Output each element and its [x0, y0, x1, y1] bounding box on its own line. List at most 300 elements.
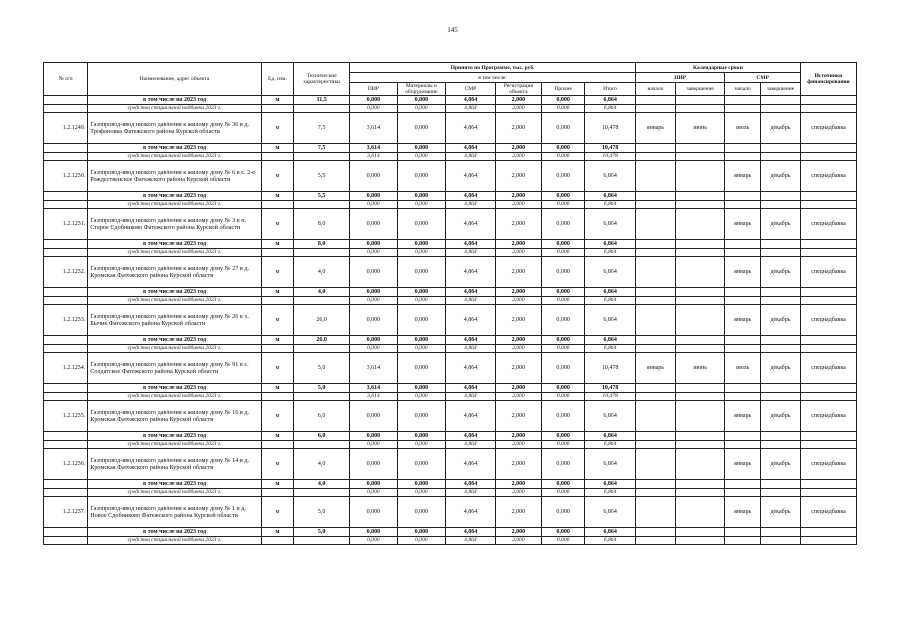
header-unit: Ед. изм.	[261, 63, 293, 96]
cell-empty	[635, 489, 675, 497]
cell-tech: 8,0	[294, 209, 350, 240]
cell-reg: 2,000	[495, 449, 541, 480]
cell-unit: м	[261, 497, 293, 528]
table-row-object	[44, 209, 857, 240]
cell-empty	[675, 384, 725, 393]
cell-tot: 6,864	[585, 537, 636, 545]
cell-reg: 2,000	[495, 257, 541, 288]
cell-empty	[800, 528, 856, 537]
cell-empty	[675, 528, 725, 537]
cell-mat: 0,000	[397, 105, 446, 113]
cell-smr: 4,864	[446, 113, 496, 144]
cell-source: спецнадбавка	[800, 497, 856, 528]
cell-tech: 5,0	[294, 384, 350, 393]
cell-empty	[761, 96, 801, 105]
cell-num	[44, 288, 88, 297]
cell-reg: 2,000	[495, 288, 541, 297]
cell-tot: 10,478	[585, 393, 636, 401]
cell-empty	[725, 288, 761, 297]
cell-tech	[294, 441, 350, 449]
cell-pir: 3,614	[350, 384, 397, 393]
table-row-object	[44, 353, 857, 384]
cell-mat: 0,000	[397, 240, 446, 249]
cell-label: в том числе на 2023 год	[88, 192, 262, 201]
header-pir-start: начало	[635, 83, 675, 96]
header-tech: Технические характеристики	[294, 63, 350, 96]
table-row-special	[44, 153, 857, 161]
table-row-special	[44, 489, 857, 497]
header-other: Прочие	[542, 83, 585, 96]
cell-empty	[635, 297, 675, 305]
cell-tech: 6,0	[294, 401, 350, 432]
cell-empty	[725, 297, 761, 305]
cell-empty	[761, 240, 801, 249]
cell-pir-end	[675, 257, 725, 288]
cell-smr: 4,864	[446, 105, 496, 113]
cell-pir-end	[675, 161, 725, 192]
cell-tot: 6,864	[585, 489, 636, 497]
cell-label: в том числе на 2023 год	[88, 96, 262, 105]
table-row-special	[44, 249, 857, 257]
cell-name: Газопровод-ввод низкого давления к жилому дому № 6 в с. 2-е Рождественское Фатежского района Курской области	[88, 161, 262, 192]
cell-tech: 5,0	[294, 353, 350, 384]
table-row-incl-2023	[44, 192, 857, 201]
cell-oth: 0,000	[542, 161, 585, 192]
cell-empty	[675, 201, 725, 209]
cell-empty	[725, 480, 761, 489]
header-registration: Регистрация объекта	[495, 83, 541, 96]
header-pir-finish: завершение	[675, 83, 725, 96]
cell-empty	[800, 297, 856, 305]
cell-unit: м	[261, 384, 293, 393]
cell-smr: 4,864	[446, 480, 496, 489]
cell-oth: 0,000	[542, 249, 585, 257]
table-row-special	[44, 537, 857, 545]
table-row-object	[44, 113, 857, 144]
cell-id: 1.2.1254.	[44, 353, 88, 384]
cell-smr: 4,864	[446, 401, 496, 432]
header-calendar: Календарные сроки	[635, 63, 800, 73]
cell-pir: 0,000	[350, 345, 397, 353]
cell-smr-start: январь	[725, 161, 761, 192]
cell-tech: 26,0	[294, 305, 350, 336]
cell-pir-end	[675, 497, 725, 528]
cell-empty	[761, 105, 801, 113]
cell-tech	[294, 249, 350, 257]
cell-num	[44, 297, 88, 305]
cell-smr: 4,864	[446, 449, 496, 480]
cell-tech: 4,0	[294, 257, 350, 288]
cell-mat: 0,000	[397, 353, 446, 384]
cell-empty	[725, 192, 761, 201]
cell-empty	[800, 393, 856, 401]
cell-unit: м	[261, 209, 293, 240]
cell-empty	[635, 384, 675, 393]
cell-pir: 0,000	[350, 96, 397, 105]
cell-oth: 0,000	[542, 96, 585, 105]
table-row-incl-2023	[44, 432, 857, 441]
cell-mat: 0,000	[397, 449, 446, 480]
cell-id: 1.2.1249.	[44, 113, 88, 144]
cell-mat: 0,000	[397, 537, 446, 545]
cell-smr: 4,864	[446, 305, 496, 336]
cell-pir: 3,614	[350, 144, 397, 153]
cell-empty	[675, 288, 725, 297]
cell-mat: 0,000	[397, 384, 446, 393]
cell-smr: 4,864	[446, 497, 496, 528]
cell-oth: 0,000	[542, 345, 585, 353]
cell-unit: м	[261, 401, 293, 432]
cell-empty	[761, 336, 801, 345]
cell-empty	[635, 528, 675, 537]
cell-tot: 10,478	[585, 353, 636, 384]
cell-empty	[635, 336, 675, 345]
cell-pir-end	[675, 209, 725, 240]
cell-empty	[725, 384, 761, 393]
cell-empty	[675, 144, 725, 153]
cell-pir: 0,000	[350, 432, 397, 441]
cell-mat: 0,000	[397, 249, 446, 257]
cell-mat: 0,000	[397, 441, 446, 449]
cell-pir-start	[635, 401, 675, 432]
cell-smr: 4,864	[446, 240, 496, 249]
cell-empty	[800, 201, 856, 209]
cell-mat: 0,000	[397, 288, 446, 297]
header-total: Итого	[585, 83, 636, 96]
cell-tech	[294, 489, 350, 497]
cell-reg: 2,000	[495, 161, 541, 192]
table-row-object	[44, 161, 857, 192]
cell-reg: 2,000	[495, 201, 541, 209]
cell-empty	[761, 192, 801, 201]
cell-oth: 0,000	[542, 353, 585, 384]
cell-num	[44, 528, 88, 537]
cell-num	[44, 201, 88, 209]
cell-oth: 0,000	[542, 201, 585, 209]
cell-tech: 11,5	[294, 96, 350, 105]
cell-reg: 2,000	[495, 393, 541, 401]
cell-empty	[725, 201, 761, 209]
cell-name: Газопровод-ввод низкого давления к жилому дому № 3 в п. Старое Сдобниково Фатежского района Курской области	[88, 209, 262, 240]
cell-num	[44, 249, 88, 257]
cell-mat: 0,000	[397, 297, 446, 305]
cell-pir-start	[635, 497, 675, 528]
cell-tot: 6,864	[585, 480, 636, 489]
cell-tech: 5,0	[294, 497, 350, 528]
cell-empty	[761, 480, 801, 489]
cell-empty	[800, 240, 856, 249]
cell-tot: 10,478	[585, 384, 636, 393]
cell-pir: 0,000	[350, 537, 397, 545]
cell-empty	[635, 105, 675, 113]
cell-unit: м	[261, 480, 293, 489]
cell-oth: 0,000	[542, 432, 585, 441]
cell-empty	[761, 345, 801, 353]
cell-pir: 0,000	[350, 401, 397, 432]
cell-num	[44, 384, 88, 393]
cell-label: в том числе на 2023 год	[88, 288, 262, 297]
cell-pir: 0,000	[350, 528, 397, 537]
cell-smr-start: июль	[725, 113, 761, 144]
cell-tech	[294, 345, 350, 353]
cell-smr: 4,864	[446, 249, 496, 257]
cell-source: спецнадбавка	[800, 257, 856, 288]
cell-empty	[761, 153, 801, 161]
cell-oth: 0,000	[542, 105, 585, 113]
cell-name: Газопровод-ввод низкого давления к жилому дому № 91 в с. Солдатское Фатежского района Курской области	[88, 353, 262, 384]
table-row-incl-2023	[44, 288, 857, 297]
cell-oth: 0,000	[542, 537, 585, 545]
cell-tot: 10,478	[585, 113, 636, 144]
cell-name: Газопровод-ввод низкого давления к жилому дому № 1 в д. Новое Сдобниково Фатежского района Курской области	[88, 497, 262, 528]
cell-name: Газопровод-ввод низкого давления к жилому дому № 14 в д. Кромская Фатежского района Курской области	[88, 449, 262, 480]
cell-unit: м	[261, 305, 293, 336]
cell-empty	[635, 144, 675, 153]
cell-smr: 4,864	[446, 153, 496, 161]
table-row-special	[44, 201, 857, 209]
cell-empty	[725, 393, 761, 401]
cell-tot: 6,864	[585, 240, 636, 249]
cell-label: средства специальной надбавки 2023 г.	[88, 201, 262, 209]
cell-empty	[725, 528, 761, 537]
cell-empty	[725, 441, 761, 449]
table-row-incl-2023	[44, 528, 857, 537]
cell-empty	[800, 144, 856, 153]
cell-tech: 5,5	[294, 192, 350, 201]
cell-empty	[635, 537, 675, 545]
cell-oth: 0,000	[542, 528, 585, 537]
cell-empty	[761, 528, 801, 537]
cell-tech: 5,0	[294, 528, 350, 537]
table-row-object	[44, 401, 857, 432]
cell-name: Газопровод-ввод низкого давления к жилому дому № 26 в х. Бычик Фатежского района Курской области	[88, 305, 262, 336]
cell-smr: 4,864	[446, 257, 496, 288]
cell-pir: 0,000	[350, 240, 397, 249]
cell-reg: 2,000	[495, 480, 541, 489]
page-number: 145	[447, 26, 458, 34]
cell-empty	[635, 345, 675, 353]
cell-empty	[761, 288, 801, 297]
cell-tot: 6,864	[585, 297, 636, 305]
cell-oth: 0,000	[542, 449, 585, 480]
cell-smr-end: декабрь	[761, 497, 801, 528]
cell-tot: 6,864	[585, 528, 636, 537]
cell-reg: 2,000	[495, 528, 541, 537]
cell-smr-start: июль	[725, 353, 761, 384]
cell-empty	[725, 144, 761, 153]
cell-reg: 2,000	[495, 432, 541, 441]
cell-oth: 0,000	[542, 401, 585, 432]
cell-tot: 6,864	[585, 201, 636, 209]
cell-empty	[800, 384, 856, 393]
cell-source: спецнадбавка	[800, 209, 856, 240]
cell-empty	[761, 384, 801, 393]
cell-unit	[261, 297, 293, 305]
program-table	[43, 62, 857, 545]
cell-smr-start: январь	[725, 209, 761, 240]
cell-empty	[761, 441, 801, 449]
cell-empty	[725, 432, 761, 441]
cell-empty	[761, 201, 801, 209]
cell-label: средства специальной надбавки 2023 г.	[88, 441, 262, 449]
table-row-incl-2023	[44, 336, 857, 345]
cell-pir: 0,000	[350, 105, 397, 113]
cell-empty	[675, 345, 725, 353]
cell-oth: 0,000	[542, 480, 585, 489]
cell-pir: 0,000	[350, 288, 397, 297]
cell-label: средства специальной надбавки 2023 г.	[88, 249, 262, 257]
cell-mat: 0,000	[397, 96, 446, 105]
header-smr: СМР	[446, 83, 496, 96]
cell-mat: 0,000	[397, 192, 446, 201]
cell-pir-end: июнь	[675, 353, 725, 384]
cell-oth: 0,000	[542, 384, 585, 393]
cell-empty	[635, 201, 675, 209]
cell-tech	[294, 201, 350, 209]
cell-reg: 2,000	[495, 144, 541, 153]
cell-empty	[761, 432, 801, 441]
cell-id: 1.2.1257.	[44, 497, 88, 528]
cell-mat: 0,000	[397, 432, 446, 441]
cell-unit: м	[261, 240, 293, 249]
cell-unit	[261, 537, 293, 545]
cell-num	[44, 441, 88, 449]
cell-tot: 6,864	[585, 96, 636, 105]
header-accepted: Принято по Программе, тыс. руб.	[350, 63, 636, 73]
cell-empty	[725, 153, 761, 161]
cell-unit	[261, 105, 293, 113]
cell-tot: 6,864	[585, 449, 636, 480]
cell-reg: 2,000	[495, 240, 541, 249]
cell-tot: 10,478	[585, 153, 636, 161]
header-cal-smr: СМР	[725, 73, 800, 83]
header-sources: Источники финансирования	[800, 63, 856, 96]
cell-smr: 4,864	[446, 161, 496, 192]
cell-empty	[800, 489, 856, 497]
cell-empty	[725, 249, 761, 257]
cell-empty	[800, 192, 856, 201]
cell-smr-start: январь	[725, 497, 761, 528]
cell-source: спецнадбавка	[800, 161, 856, 192]
cell-smr-end: декабрь	[761, 209, 801, 240]
cell-label: в том числе на 2023 год	[88, 336, 262, 345]
cell-oth: 0,000	[542, 489, 585, 497]
cell-smr: 4,864	[446, 353, 496, 384]
cell-tech: 4,0	[294, 288, 350, 297]
cell-name: Газопровод-ввод низкого давления к жилому дому № 36 в д. Трофоновка Фатежского района Курской области	[88, 113, 262, 144]
cell-tech	[294, 153, 350, 161]
cell-pir: 0,000	[350, 480, 397, 489]
cell-unit: м	[261, 432, 293, 441]
cell-smr-start: январь	[725, 401, 761, 432]
cell-reg: 2,000	[495, 249, 541, 257]
cell-empty	[761, 249, 801, 257]
cell-smr: 4,864	[446, 192, 496, 201]
cell-smr-start: январь	[725, 449, 761, 480]
cell-mat: 0,000	[397, 497, 446, 528]
cell-num	[44, 432, 88, 441]
cell-mat: 0,000	[397, 305, 446, 336]
cell-pir-start	[635, 161, 675, 192]
cell-id: 1.2.1251.	[44, 209, 88, 240]
cell-mat: 0,000	[397, 161, 446, 192]
cell-smr: 4,864	[446, 432, 496, 441]
header-materials: Материалы и оборудование	[397, 83, 446, 96]
cell-pir-start	[635, 209, 675, 240]
cell-tot: 6,864	[585, 305, 636, 336]
header-cal-pir: ПИР	[635, 73, 724, 83]
cell-empty	[761, 144, 801, 153]
cell-smr-start: январь	[725, 305, 761, 336]
cell-oth: 0,000	[542, 297, 585, 305]
cell-empty	[675, 489, 725, 497]
cell-empty	[800, 153, 856, 161]
cell-reg: 2,000	[495, 384, 541, 393]
cell-empty	[800, 105, 856, 113]
cell-unit	[261, 441, 293, 449]
cell-empty	[675, 432, 725, 441]
cell-unit: м	[261, 353, 293, 384]
cell-label: в том числе на 2023 год	[88, 528, 262, 537]
cell-label: средства специальной надбавки 2023 г.	[88, 489, 262, 497]
cell-pir-end	[675, 305, 725, 336]
cell-mat: 0,000	[397, 401, 446, 432]
cell-unit: м	[261, 113, 293, 144]
cell-mat: 0,000	[397, 480, 446, 489]
cell-oth: 0,000	[542, 305, 585, 336]
cell-tech: 5,5	[294, 161, 350, 192]
cell-pir: 0,000	[350, 192, 397, 201]
cell-reg: 2,000	[495, 153, 541, 161]
cell-empty	[800, 537, 856, 545]
cell-mat: 0,000	[397, 393, 446, 401]
cell-smr: 4,864	[446, 441, 496, 449]
cell-label: средства специальной надбавки 2023 г.	[88, 537, 262, 545]
cell-unit	[261, 201, 293, 209]
cell-tot: 6,864	[585, 209, 636, 240]
cell-pir-end: июнь	[675, 113, 725, 144]
cell-pir: 3,614	[350, 353, 397, 384]
cell-num	[44, 153, 88, 161]
cell-oth: 0,000	[542, 393, 585, 401]
cell-empty	[675, 537, 725, 545]
table-body	[44, 96, 857, 545]
cell-oth: 0,000	[542, 257, 585, 288]
cell-pir-start: январь	[635, 113, 675, 144]
cell-mat: 0,000	[397, 113, 446, 144]
cell-tot: 6,864	[585, 432, 636, 441]
table-row-incl-2023	[44, 96, 857, 105]
cell-name: Газопровод-ввод низкого давления к жилому дому № 27 в д. Кромская Фатежского района Курской области	[88, 257, 262, 288]
cell-label: средства специальной надбавки 2023 г.	[88, 153, 262, 161]
cell-pir-end	[675, 401, 725, 432]
cell-empty	[725, 345, 761, 353]
cell-reg: 2,000	[495, 113, 541, 144]
cell-pir: 0,000	[350, 209, 397, 240]
cell-smr-end: декабрь	[761, 353, 801, 384]
cell-smr: 4,864	[446, 209, 496, 240]
cell-smr-end: декабрь	[761, 161, 801, 192]
cell-smr-end: декабрь	[761, 113, 801, 144]
cell-smr: 4,864	[446, 336, 496, 345]
cell-id: 1.2.1252.	[44, 257, 88, 288]
cell-mat: 0,000	[397, 528, 446, 537]
cell-num	[44, 192, 88, 201]
cell-id: 1.2.1250.	[44, 161, 88, 192]
cell-smr: 4,864	[446, 384, 496, 393]
cell-reg: 2,000	[495, 336, 541, 345]
cell-num	[44, 144, 88, 153]
